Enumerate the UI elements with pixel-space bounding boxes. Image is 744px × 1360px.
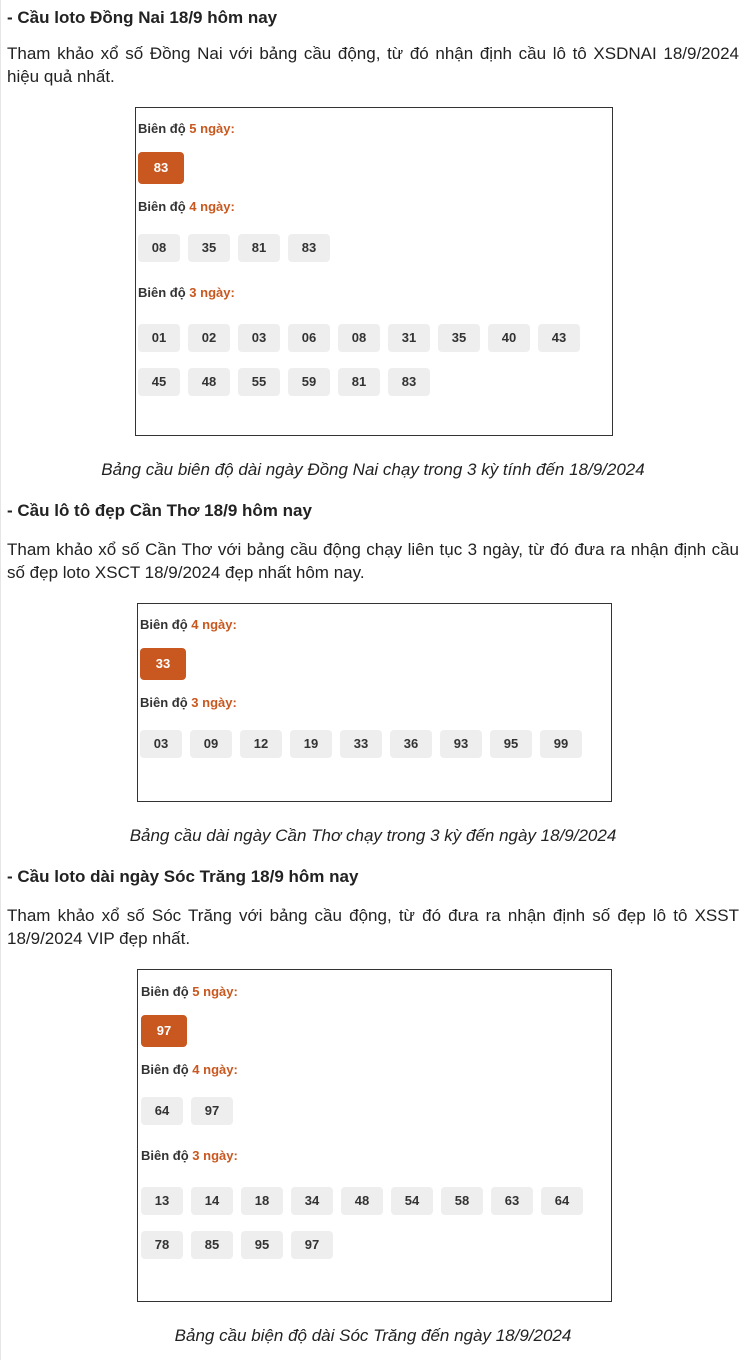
number-chip: 36 [390,730,432,758]
number-chip: 12 [240,730,282,758]
number-chip: 06 [288,324,330,352]
number-chip: 31 [388,324,430,352]
number-chip: 14 [191,1187,233,1215]
number-chip: 33 [340,730,382,758]
number-chip: 78 [141,1231,183,1259]
number-chip: 35 [188,234,230,262]
number-chip: 63 [491,1187,533,1215]
number-chip: 09 [190,730,232,758]
cau-table [137,969,612,1302]
section-title: - Cầu loto dài ngày Sóc Trăng 18/9 hôm nay [7,867,359,886]
cau-table [135,107,613,436]
table-caption: Bảng cầu dài ngày Cần Thơ chạy trong 3 kỳ đến ngày 18/9/2024 [129,826,617,845]
table-caption: Bảng cầu biện độ dài Sóc Trăng đến ngày 18/9/2024 [174,1326,572,1345]
number-chip: 59 [288,368,330,396]
number-chip: 45 [138,368,180,396]
section-dong-nai [7,0,739,481]
section-title: - Cầu loto Đồng Nai 18/9 hôm nay [7,8,278,27]
article-content [1,0,744,1347]
section-title: - Cầu lô tô đẹp Cần Thơ 18/9 hôm nay [7,501,312,520]
number-chip: 01 [138,324,180,352]
group-label: Biên độ 4 ngày: [140,617,237,632]
group-label: Biên độ 3 ngày: [141,1148,238,1163]
number-chip: 19 [290,730,332,758]
table-caption: Bảng cầu biên độ dài ngày Đồng Nai chạy trong 3 kỳ tính đến 18/9/2024 [101,460,645,479]
number-chip: 55 [238,368,280,396]
number-chip: 03 [140,730,182,758]
number-chip: 48 [188,368,230,396]
number-row [141,1097,611,1125]
number-chip: 08 [138,234,180,262]
number-chip: 34 [291,1187,333,1215]
number-chip: 33 [140,648,186,680]
number-chip: 99 [540,730,582,758]
number-row [141,1231,611,1259]
section-description: Tham khảo xổ số Đồng Nai với bảng cầu động, từ đó nhận định cầu lô tô XSDNAI 18/9/2024 hiệu quả nhất. [7,44,739,86]
number-chip: 97 [291,1231,333,1259]
number-row [138,368,612,396]
number-chip: 83 [388,368,430,396]
number-row [140,730,611,758]
section-can-tho [7,500,739,847]
group-label: Biên độ 3 ngày: [140,695,237,710]
group-label: Biên độ 5 ngày: [141,984,238,999]
number-chip: 40 [488,324,530,352]
group-label: Biên độ 5 ngày: [138,121,235,136]
number-chip: 95 [490,730,532,758]
number-row [138,152,612,184]
cau-table [137,603,612,802]
number-row [140,648,611,680]
section-description: Tham khảo xổ số Sóc Trăng với bảng cầu động, từ đó đưa ra nhận định số đẹp lô tô XSST 18/9/2024 VIP đẹp nhất. [7,906,739,948]
section-soc-trang [7,866,739,1347]
number-chip: 54 [391,1187,433,1215]
number-chip: 95 [241,1231,283,1259]
group-label: Biên độ 4 ngày: [138,199,235,214]
section-description: Tham khảo xổ số Cần Thơ với bảng cầu động chạy liên tục 3 ngày, từ đó đưa ra nhận định cầu số đẹp loto XSCT 18/9/2024 đẹp nhất hôm nay. [7,540,739,582]
number-chip: 97 [191,1097,233,1125]
number-chip: 02 [188,324,230,352]
number-chip: 08 [338,324,380,352]
number-row [138,324,612,352]
number-chip: 81 [338,368,380,396]
number-chip: 48 [341,1187,383,1215]
number-row [141,1187,611,1215]
number-chip: 81 [238,234,280,262]
number-chip: 64 [541,1187,583,1215]
number-chip: 64 [141,1097,183,1125]
number-row [141,1015,611,1047]
number-chip: 18 [241,1187,283,1215]
number-chip: 83 [288,234,330,262]
number-chip: 93 [440,730,482,758]
number-chip: 85 [191,1231,233,1259]
number-row [138,234,612,262]
number-chip: 13 [141,1187,183,1215]
number-chip: 43 [538,324,580,352]
number-chip: 03 [238,324,280,352]
number-chip: 97 [141,1015,187,1047]
group-label: Biên độ 4 ngày: [141,1062,238,1077]
number-chip: 83 [138,152,184,184]
group-label: Biên độ 3 ngày: [138,285,235,300]
number-chip: 58 [441,1187,483,1215]
number-chip: 35 [438,324,480,352]
